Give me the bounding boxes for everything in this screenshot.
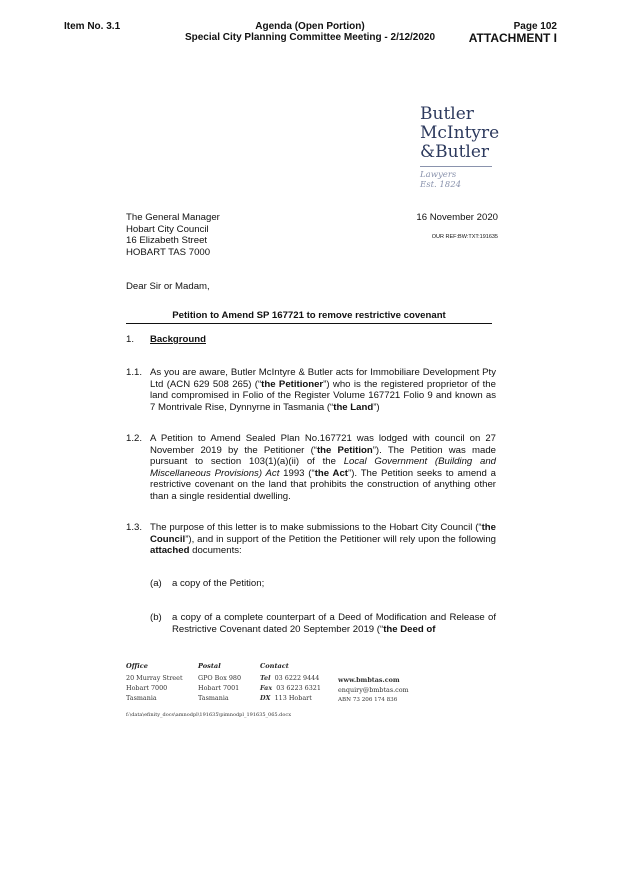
subject-underline	[126, 323, 492, 324]
footer-line: Tasmania	[198, 694, 229, 702]
footer-contact-heading: Contact	[260, 662, 289, 670]
logo-line-2: McIntyre	[420, 123, 500, 143]
footer-contact-line: Fax 03 6223 6321	[260, 684, 321, 692]
paragraph-number: 1.2.	[126, 433, 143, 444]
footer-line: Hobart 7000	[126, 684, 168, 692]
footer-email[interactable]: enquiry@bmbtas.com	[338, 686, 409, 694]
logo-sub-2: Est. 1824	[420, 180, 462, 190]
agenda-title: Agenda (Open Portion)	[255, 21, 365, 32]
address-line: HOBART TAS 7000	[126, 246, 211, 258]
footer-abn: ABN 73 206 174 836	[338, 697, 398, 703]
footer-website[interactable]: www.bmbtas.com	[338, 676, 400, 684]
footer-line: GPO Box 980	[198, 674, 242, 682]
paragraph-number: 1.1.	[126, 367, 143, 378]
address-line: 16 Elizabeth Street	[126, 235, 208, 247]
item-number: Item No. 3.1	[64, 21, 121, 32]
logo-line-3: &Butler	[420, 142, 490, 162]
footer-web	[338, 675, 409, 705]
recipient-address	[126, 212, 220, 258]
footer-line: Hobart 7001	[198, 684, 240, 692]
paragraph-1-1: As you are aware, Butler McIntyre & Butler acts for Immobiliare Development Pty Ltd (ACN 629 508 265) (“the Petitioner”) who is the registered proprietor of the land compromised in Folio of the Register Volume 167721 Folio 9 and known as 7 Montrivale Rise, Dynnyrne in Tasmania (“the Land”)	[150, 367, 496, 413]
our-reference: OUR REF:BW:TXT:191635	[431, 234, 498, 240]
logo-line-1: Butler	[420, 104, 474, 124]
footer-line: 20 Murray Street	[126, 674, 183, 682]
attachment-label: ATTACHMENT I	[468, 31, 557, 45]
section-title: Background	[150, 334, 206, 345]
footer-file-path: f:\data\efinity_docs\amnodpl\191635\pimnodpl_191635_065.docx	[126, 712, 292, 718]
list-marker: (b)	[150, 612, 162, 623]
salutation: Dear Sir or Madam,	[126, 281, 210, 292]
footer-contact-line: Tel 03 6222 9444	[260, 674, 320, 682]
logo-sub-1: Lawyers	[420, 170, 457, 180]
footer-postal-heading: Postal	[198, 662, 221, 670]
list-item-a: a copy of the Petition;	[172, 578, 265, 589]
meeting-title: Special City Planning Committee Meeting - 2/12/2020	[184, 32, 436, 43]
address-line: Hobart City Council	[126, 223, 209, 235]
footer-postal	[198, 662, 241, 703]
footer-line: Tasmania	[126, 694, 157, 702]
address-line: The General Manager	[126, 212, 220, 223]
paragraph-1-3: The purpose of this letter is to make submissions to the Hobart City Council (“the Council”), and in support of the Petition the Petitioner will rely upon the following attached documents:	[150, 522, 496, 557]
footer-office-heading: Office	[126, 662, 148, 670]
list-item-b: a copy of a complete counterpart of a Deed of Modification and Release of Restrictive Covenant dated 20 September 2019 (“the Deed of	[172, 612, 496, 635]
footer-office	[126, 662, 183, 703]
firm-logo	[420, 104, 500, 190]
paragraph-1-2: A Petition to Amend Sealed Plan No.167721 was lodged with council on 27 November 2019 by the Petitioner (“the Petition”). The Petition was made pursuant to section 103(1)(a)(ii) of the Local Government (Building and Miscellaneous Provisions) Act 1993 (“the Act”). The Petition seeks to amend a restrictive covenant on the land that prohibits the construction of anything other than a single residential dwelling.	[150, 433, 496, 502]
paragraph-number: 1.3.	[126, 522, 143, 533]
subject-line: Petition to Amend SP 167721 to remove restrictive covenant	[172, 310, 446, 321]
section-number: 1.	[126, 334, 135, 345]
list-marker: (a)	[150, 578, 162, 589]
letter-date: 16 November 2020	[416, 212, 498, 223]
page-number: Page 102	[513, 21, 557, 32]
logo-divider	[420, 166, 492, 167]
footer-contact	[260, 662, 321, 703]
footer-contact-line: DX 113 Hobart	[260, 694, 312, 702]
